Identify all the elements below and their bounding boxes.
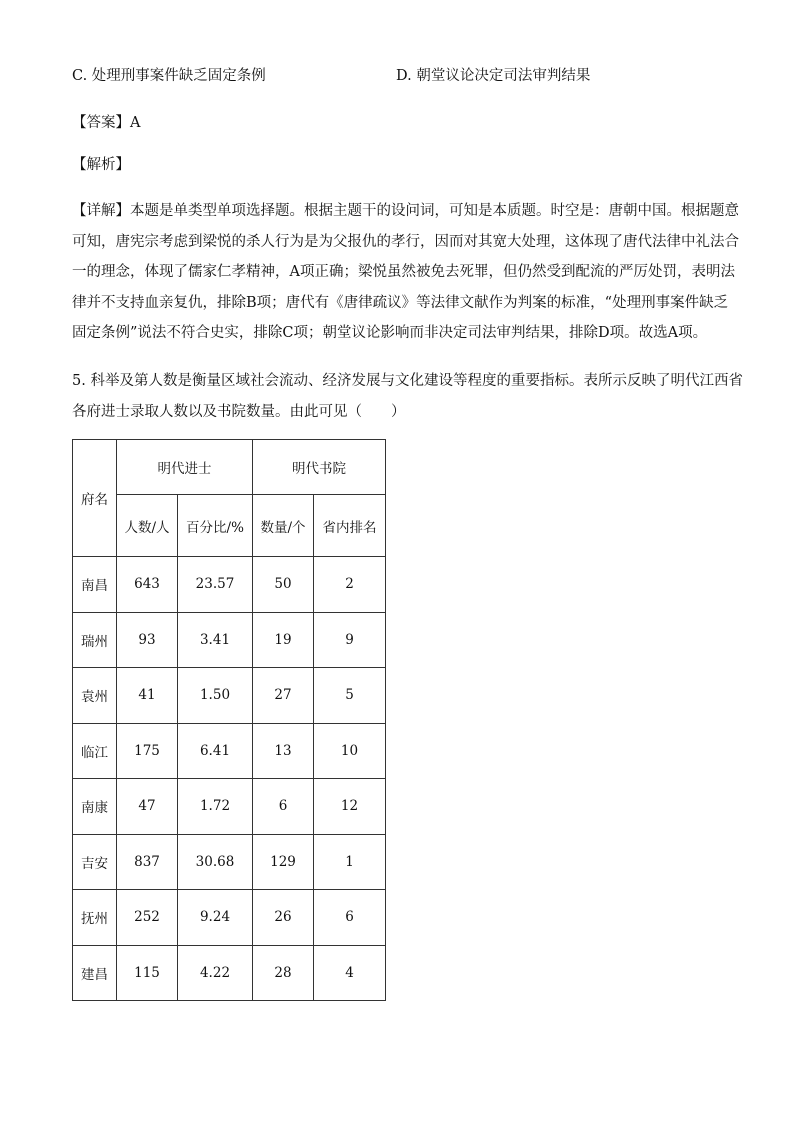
answer-label: 【答案】A	[72, 115, 141, 131]
table-cell: 6	[314, 890, 386, 946]
option-d: D. 朝堂议论决定司法审判结果	[396, 68, 591, 84]
table-row	[73, 668, 386, 724]
table-row	[73, 779, 386, 835]
table-cell: 30.68	[178, 834, 253, 890]
table-cell: 50	[253, 557, 314, 613]
cell-prefecture: 临江	[73, 723, 117, 779]
table-cell: 26	[253, 890, 314, 946]
table-body	[73, 557, 386, 1001]
table-cell: 4.22	[178, 945, 253, 1001]
question-line: 各府进士录取人数以及书院数量。由此可见（ ）	[72, 403, 406, 420]
table-cell: 1	[314, 834, 386, 890]
cell-prefecture: 抚州	[73, 890, 117, 946]
table-header-row	[73, 440, 386, 495]
table-cell: 6	[253, 779, 314, 835]
cell-prefecture: 吉安	[73, 834, 117, 890]
table-row	[73, 557, 386, 613]
table-cell: 41	[117, 668, 178, 724]
table-cell: 9	[314, 612, 386, 668]
cell-prefecture: 南昌	[73, 557, 117, 613]
table-row	[73, 834, 386, 890]
header-prefecture-name: 府名	[73, 440, 117, 557]
table-cell: 6.41	[178, 723, 253, 779]
table-cell: 837	[117, 834, 178, 890]
table-row	[73, 890, 386, 946]
subheader-rank: 省内排名	[314, 495, 386, 557]
table-cell: 1.72	[178, 779, 253, 835]
table-cell: 27	[253, 668, 314, 724]
table-cell: 115	[117, 945, 178, 1001]
detail-line: 固定条例”说法不符合史实，排除C项；朝堂议论影响而非决定司法审判结果，排除D项。故选A项。	[72, 325, 708, 341]
table-cell: 93	[117, 612, 178, 668]
table-row	[73, 723, 386, 779]
cell-prefecture: 瑞州	[73, 612, 117, 668]
table-cell: 252	[117, 890, 178, 946]
cell-prefecture: 南康	[73, 779, 117, 835]
table-cell: 10	[314, 723, 386, 779]
table-cell: 3.41	[178, 612, 253, 668]
header-ming-academies: 明代书院	[253, 440, 386, 495]
cell-prefecture: 袁州	[73, 668, 117, 724]
table-cell: 2	[314, 557, 386, 613]
analysis-label: 【解析】	[72, 157, 130, 173]
cell-prefecture: 建昌	[73, 945, 117, 1001]
table-row	[73, 945, 386, 1001]
subheader-quantity: 数量/个	[253, 495, 314, 557]
table-cell: 9.24	[178, 890, 253, 946]
table-cell: 23.57	[178, 557, 253, 613]
table-cell: 4	[314, 945, 386, 1001]
table-cell: 5	[314, 668, 386, 724]
table-cell: 13	[253, 723, 314, 779]
subheader-count: 人数/人	[117, 495, 178, 557]
table-cell: 175	[117, 723, 178, 779]
detail-line: 一的理念，体现了儒家仁孝精神，A项正确；梁悦虽然被免去死罪，但仍然受到配流的严厉处罚，表明法	[72, 264, 735, 280]
detail-explanation	[72, 196, 739, 349]
table-cell: 12	[314, 779, 386, 835]
table-row	[73, 612, 386, 668]
table-cell: 129	[253, 834, 314, 890]
detail-line: 【详解】本题是单类型单项选择题。根据主题干的设问词，可知是本质题。时空是：唐朝中国。根据题意	[72, 203, 739, 219]
header-ming-jinshi: 明代进士	[117, 440, 253, 495]
table-cell: 47	[117, 779, 178, 835]
jiangxi-prefecture-table	[72, 439, 386, 1001]
table-cell: 643	[117, 557, 178, 613]
option-c: C. 处理刑事案件缺乏固定条例	[72, 68, 266, 84]
table-cell: 1.50	[178, 668, 253, 724]
table-subheader-row	[73, 495, 386, 557]
question-line: 5. 科举及第人数是衡量区域社会流动、经济发展与文化建设等程度的重要指标。表所示反映了明代江西省	[72, 373, 743, 389]
detail-line: 律并不支持血亲复仇，排除B项；唐代有《唐律疏议》等法律文献作为判案的标准，“处理刑事案件缺乏	[72, 294, 729, 311]
detail-line: 可知，唐宪宗考虑到梁悦的杀人行为是为父报仇的孝行，因而对其宽大处理，这体现了唐代法律中礼法合	[72, 233, 739, 250]
subheader-percent: 百分比/%	[178, 495, 253, 557]
table-cell: 28	[253, 945, 314, 1001]
question-5-stem	[72, 366, 743, 427]
table-cell: 19	[253, 612, 314, 668]
